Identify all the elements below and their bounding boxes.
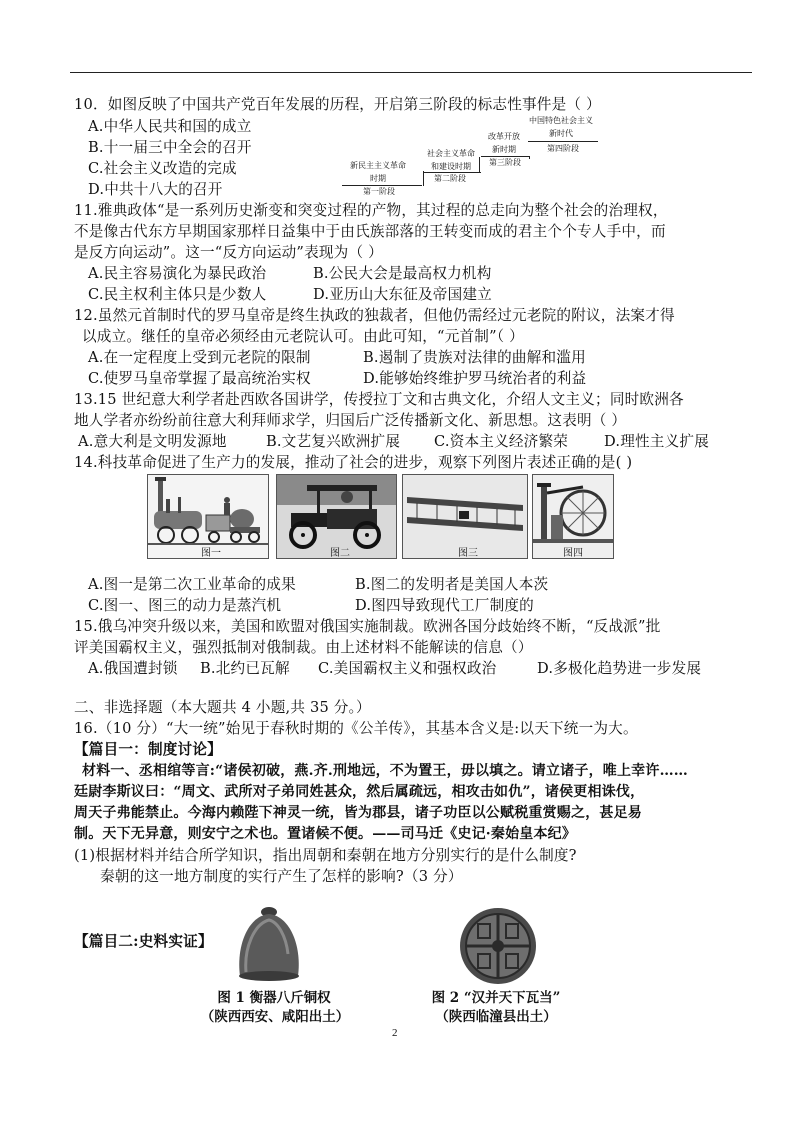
stage2-line	[424, 172, 481, 173]
sub-question-1-line-2: 秦朝的这一地方制度的实行产生了怎样的影响?（3 分）	[100, 868, 463, 885]
fig1-caption-2: （陕西西安、咸阳出土）	[200, 1009, 350, 1025]
fig1-label: 图一	[201, 548, 221, 559]
q14-option-c: C.图一、图三的动力是蒸汽机	[88, 597, 282, 614]
fig2-car-image	[276, 474, 397, 559]
q12-option-c: C.使罗马皇帝掌握了最高统治实权	[88, 370, 311, 387]
page-number: 2	[392, 1027, 398, 1039]
stage2-label: 第二阶段	[434, 174, 466, 183]
q13-option-b: B.文艺复兴欧洲扩展	[266, 433, 401, 450]
fig1-caption-1: 图 1 衡器八斤铜权	[217, 990, 331, 1006]
stage2-title-1: 社会主义革命	[427, 149, 475, 158]
q12-option-a: A.在一定程度上受到元老院的限制	[88, 349, 311, 366]
q10-stem: 10．如图反映了中国共产党百年发展的历程，开启第三阶段的标志性事件是（ ）	[74, 96, 601, 113]
q14-stem: 14.科技革命促进了生产力的发展，推动了社会的进步，观察下列图片表述正确的是( )	[74, 454, 633, 471]
bronze-weight-illustration	[226, 906, 312, 982]
q15-line-1: 15.俄乌冲突升级以来，美国和欧盟对俄国实施制裁。欧洲各国分歧始终不断，“反战派”批	[74, 618, 661, 635]
tile-end-image	[458, 906, 538, 986]
q13-line-2: 地人学者亦纷纷前往意大利拜师求学，归国后广泛传播新文化、新思想。这表明（ ）	[74, 412, 627, 429]
q11-option-c: C.民主权利主体只是少数人	[88, 286, 267, 303]
q16-intro: 16.（10 分）“大一统”始见于春秋时期的《公羊传》，其基本含义是:以天下统一为大。	[74, 720, 638, 737]
section2-heading: 二、非选择题（本大题共 4 小题,共 35 分。）	[74, 699, 371, 716]
stage1-line	[342, 185, 422, 186]
material-line-3: 周天子弗能禁止。今海内赖陛下神灵一统，皆为郡县，诸子功臣以公赋税重赏赐之，甚足易	[74, 805, 642, 821]
stage1-label: 第一阶段	[363, 187, 395, 196]
fig2-caption-2: （陕西临潼县出土）	[435, 1009, 557, 1025]
q11-line-1: 11.雅典政体“是一系列历史渐变和突变过程的产物，其过程的总走向为整个社会的治理权，	[74, 202, 668, 219]
material-line-4: 制。天下无异意，则安宁之术也。置诸候不便。——司马迁《史记·秦始皇本纪》	[74, 826, 577, 842]
q10-option-b: B.十一届三中全会的召开	[88, 139, 252, 156]
stage4-line	[528, 141, 598, 142]
q12-line-2: 以成立。继任的皇帝必须经由元老院认可。由此可知，“元首制”（ ）	[82, 328, 524, 345]
stage1-title-2: 时期	[370, 174, 386, 183]
part1-title: 【篇目一：制度讨论】	[74, 741, 222, 758]
fig2-caption-1: 图 2 “汉并天下瓦当”	[431, 990, 561, 1006]
fig3-airplane-image	[402, 474, 528, 559]
q12-line-1: 12.虽然元首制时代的罗马皇帝是终生执政的独裁者，但他仍需经过元老院的附议，法案才得	[74, 307, 675, 324]
q13-option-d: D.理性主义扩展	[604, 433, 709, 450]
stage1-riser	[423, 171, 424, 186]
stage4-title-1: 中国特色社会主义	[529, 116, 593, 125]
stage1-title-1: 新民主主义革命	[350, 161, 406, 170]
q14-option-a: A.图一是第二次工业革命的成果	[88, 576, 296, 593]
q13-line-1: 13.15 世纪意大利学者赴西欧各国讲学，传授拉丁文和古典文化，介绍人文主义；同时欧洲各	[74, 391, 684, 408]
q15-option-b: B.北约已瓦解	[200, 660, 290, 677]
q13-option-a: A.意大利是文明发源地	[78, 433, 227, 450]
fig3-label: 图三	[458, 548, 478, 559]
q10-option-a: A.中华人民共和国的成立	[88, 118, 252, 135]
q15-option-a: A.俄国遭封锁	[88, 660, 178, 677]
q15-option-c: C.美国霸权主义和强权政治	[318, 660, 497, 677]
q12-option-b: B.遏制了贵族对法律的曲解和滥用	[363, 349, 586, 366]
q11-option-b: B.公民大会是最高权力机构	[313, 265, 492, 282]
stage2-title-2: 和建设时期	[431, 162, 471, 171]
stage4-label: 第四阶段	[547, 144, 579, 153]
bronze-weight-image	[226, 906, 312, 982]
stage3-title-1: 改革开放	[488, 132, 520, 141]
q11-line-2: 不是像古代东方早期国家那样日益集中于由氏族部落的王转变而成的君主个个专人手中，而	[74, 223, 666, 240]
q14-option-d: D.图四导致现代工厂制度的	[355, 597, 534, 614]
q14-option-b: B.图二的发明者是美国人本茨	[355, 576, 549, 593]
material-line-1: 材料一、丞相绾等言:“诸侯初破，燕.齐.刑地远，不为置王，毋以填之。请立诸子，唯上幸许……	[82, 763, 688, 779]
stage4-title-2: 新时代	[549, 129, 573, 138]
part2-title: 【篇目二:史料实证】	[74, 933, 213, 950]
stage3-title-2: 新时期	[492, 145, 516, 154]
q12-option-d: D.能够始终维护罗马统治者的利益	[363, 370, 587, 387]
fig1-locomotive-image	[147, 474, 269, 559]
q10-option-c: C.社会主义改造的完成	[88, 160, 237, 177]
material-line-2: 廷尉李斯议曰：“周文、武所对子弟同姓甚众，然后属疏远，相攻击如仇”，诸侯更相诛伐，	[74, 784, 645, 800]
header-rule	[70, 72, 752, 73]
q13-option-c: C.资本主义经济繁荣	[434, 433, 569, 450]
stage2-riser	[479, 157, 480, 173]
stage3-label: 第三阶段	[489, 158, 521, 167]
q11-option-a: A.民主容易演化为暴民政治	[88, 265, 267, 282]
q15-line-2: 评美国霸权主义，强烈抵制对俄制裁。由上述材料不能解读的信息（）	[74, 639, 533, 656]
fig4-steam-engine-image	[532, 474, 614, 559]
q15-option-d: D.多极化趋势进一步发展	[537, 660, 702, 677]
tile-end-illustration	[458, 906, 538, 986]
fig4-label: 图四	[563, 548, 583, 559]
sub-question-1-line-1: (1)根据材料并结合所学知识，指出周朝和秦朝在地方分别实行的是什么制度?	[74, 847, 577, 864]
q11-option-d: D.亚历山大东征及帝国建立	[313, 286, 492, 303]
party-history-timeline	[338, 113, 600, 197]
q10-option-d: D.中共十八大的召开	[88, 181, 223, 198]
fig2-label: 图二	[330, 548, 350, 559]
q11-line-3: 是反方向运动”。这一“反方向运动”表现为（ ）	[74, 244, 383, 261]
